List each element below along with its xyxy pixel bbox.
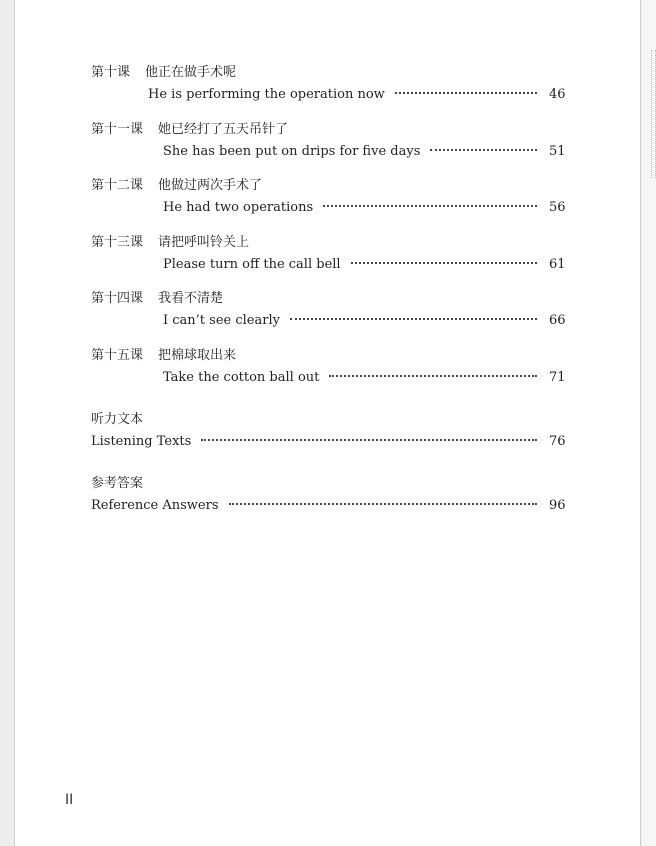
toc-entry-lesson-15[interactable] (91, 345, 566, 389)
lesson-title-en: He is performing the operation now (148, 87, 385, 102)
toc-zh-line (91, 473, 549, 495)
lesson-title-zh: 他做过两次手术了 (158, 178, 263, 193)
page-number: 56 (549, 200, 566, 215)
lesson-title-en: I can’t see clearly (163, 313, 280, 328)
page-number: 51 (549, 143, 566, 159)
lesson-title-en: He had two operations (163, 200, 314, 215)
lesson-title-zh: 我看不清楚 (158, 291, 224, 306)
dot-leader (201, 439, 537, 441)
page-number: 61 (549, 256, 566, 272)
page-number: 71 (549, 369, 566, 385)
lesson-title-zh: 把棉球取出来 (158, 347, 237, 363)
dot-leader (290, 318, 537, 320)
appendix-title-en: Reference Answers (91, 497, 219, 513)
toc-en-line (91, 84, 566, 106)
toc-zh-line (91, 288, 549, 310)
toc-zh-line (91, 119, 549, 141)
dot-leader (229, 503, 537, 505)
lesson-title-en: Take the cotton ball out (163, 369, 320, 385)
lesson-number: 第十二课 (91, 178, 144, 193)
lesson-number: 第十四课 (91, 291, 144, 306)
toc-zh-line (91, 232, 549, 254)
table-of-contents (91, 62, 566, 529)
toc-zh-line (91, 62, 549, 84)
appendix-title-zh: 听力文本 (91, 411, 144, 427)
dot-leader (329, 375, 537, 377)
vertical-scrollbar[interactable] (642, 0, 656, 846)
toc-zh-line (91, 345, 549, 367)
lesson-number: 第十五课 (91, 347, 144, 363)
appendix-title-zh: 参考答案 (91, 475, 144, 491)
scrollbar-thumb[interactable] (651, 50, 656, 178)
toc-zh-line (91, 409, 549, 431)
page-number: 96 (549, 497, 566, 513)
toc-entry-reference-answers[interactable] (91, 473, 566, 517)
lesson-title-en: Please turn off the call bell (163, 256, 341, 272)
lesson-number: 第十三课 (91, 234, 144, 250)
footer-page-number: II (65, 792, 74, 808)
toc-en-line (91, 495, 566, 517)
dot-leader (395, 92, 537, 94)
page-number: 46 (549, 87, 566, 102)
toc-en-line (91, 310, 566, 332)
toc-en-line (91, 197, 566, 219)
lesson-title-zh: 他正在做手术呢 (145, 65, 237, 80)
document-page (14, 0, 641, 846)
lesson-title-zh: 请把呼叫铃关上 (158, 234, 250, 250)
appendix-title-en: Listening Texts (91, 433, 192, 449)
toc-entry-lesson-11[interactable] (91, 119, 566, 163)
dot-leader (430, 149, 537, 151)
toc-entry-lesson-13[interactable] (91, 232, 566, 276)
toc-en-line (91, 367, 566, 389)
toc-entry-lesson-14[interactable] (91, 288, 566, 332)
toc-en-line (91, 141, 566, 163)
lesson-number: 第十一课 (91, 121, 144, 137)
toc-entry-lesson-12[interactable] (91, 175, 566, 219)
toc-entry-lesson-10[interactable] (91, 62, 566, 106)
dot-leader (351, 262, 537, 264)
toc-zh-line (91, 175, 549, 197)
page-number: 66 (549, 313, 566, 328)
lesson-title-en: She has been put on drips for five days (163, 143, 421, 159)
toc-en-line (91, 254, 566, 276)
lesson-number: 第十课 (91, 65, 131, 80)
lesson-title-zh: 她已经打了五天吊针了 (158, 121, 289, 137)
dot-leader (323, 205, 537, 207)
toc-entry-listening-texts[interactable] (91, 409, 566, 453)
page-number: 76 (549, 433, 566, 449)
toc-en-line (91, 431, 566, 453)
